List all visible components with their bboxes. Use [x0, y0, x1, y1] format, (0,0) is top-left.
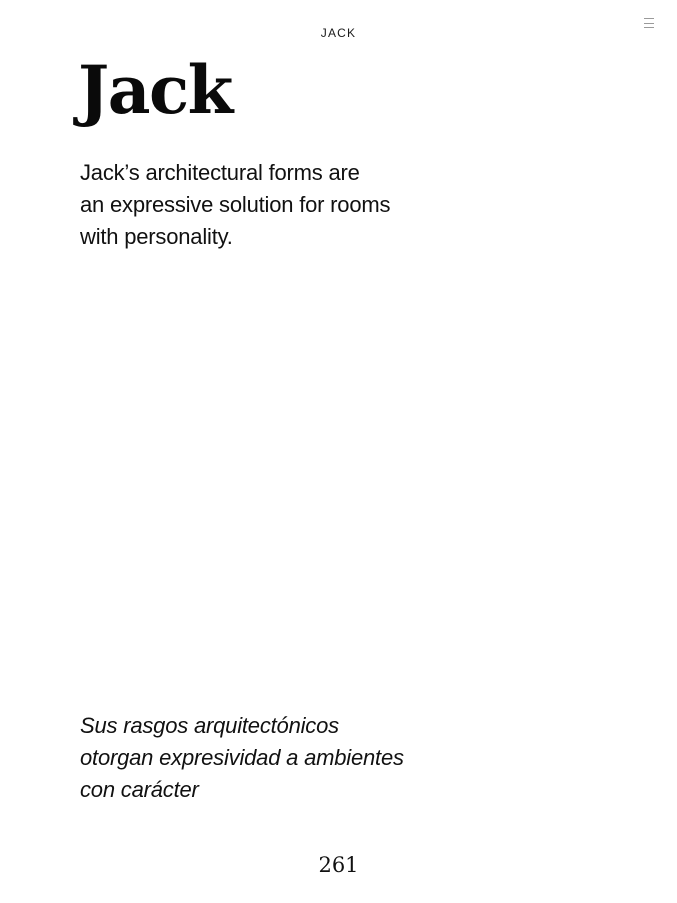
- intro-line: Jack’s architectural forms are: [80, 160, 360, 185]
- running-header: JACK: [320, 26, 357, 40]
- page-number: 261: [318, 853, 359, 877]
- intro-line: an expressive solution for rooms: [80, 192, 391, 217]
- translation-line: con carácter: [80, 777, 199, 802]
- intro-paragraph: [80, 157, 460, 253]
- hamburger-menu-icon[interactable]: [644, 17, 656, 29]
- translation-line: otorgan expresividad a ambientes: [80, 745, 404, 770]
- menu-icon-bar: [644, 23, 654, 24]
- menu-icon-bar: [644, 27, 654, 28]
- translation-line: Sus rasgos arquitectónicos: [80, 713, 339, 738]
- intro-line: with personality.: [80, 224, 233, 249]
- page-title: Jack: [78, 51, 232, 129]
- spanish-translation: [80, 710, 480, 806]
- menu-icon-bar: [644, 18, 654, 19]
